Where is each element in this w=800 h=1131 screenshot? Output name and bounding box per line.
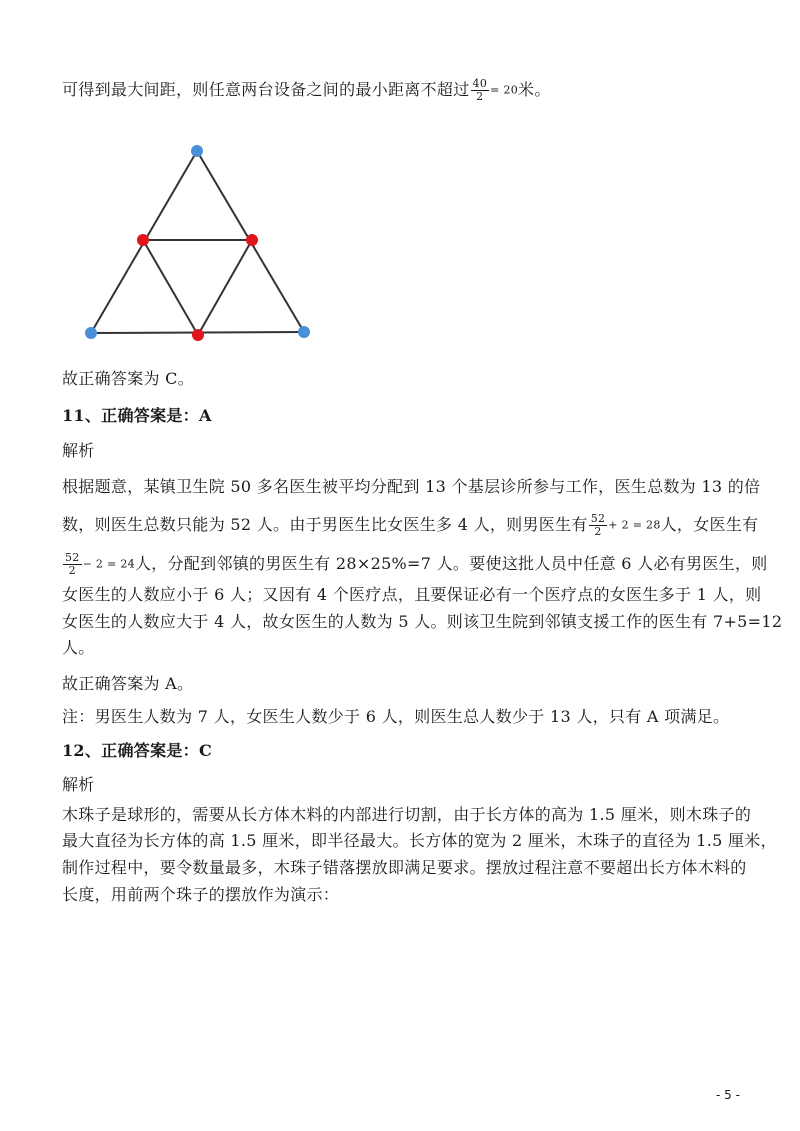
q11-line-3: $\frac{52}{2}$ − 2 = 24人，分配到邻镇的男医生有 28×25%=7 人。要使这批人员中任意 6 人必有男医生，则 [65,551,768,577]
vertex-bottom-right-dot [298,326,310,338]
q11-line-4: 女医生的人数应小于 6 人；又因有 4 个医疗点，且要保证必有一个医疗点的女医生多于 1 人，则 [62,585,762,604]
equals-20: = 20 [490,83,519,97]
q11-heading: 11、正确答案是：A [62,406,212,425]
q11-line-2: 数，则医生总数只能为 52 人。由于男医生比女医生多 4 人，则男医生有 $\frac{52}{2}$ + 2 = 28人，女医生有 [62,512,759,538]
q11-line-1: 根据题意，某镇卫生院 50 多名医生被平均分配到 13 个基层诊所参与工作，医生总数为 13 的倍 [62,477,761,496]
midpoint-bottom-dot [192,329,204,341]
q12-analysis-label: 解析 [62,775,95,794]
q11-line-5: 女医生的人数应大于 4 人，故女医生的人数为 5 人。则该卫生院到邻镇支援工作的医生有 7+5=12 [62,612,783,631]
intro-unit: 米。 [518,80,551,99]
mid-edge-left [143,240,198,335]
midpoint-right-dot [246,234,258,246]
fraction-40-over-2: $\frac{40}{2}$ [472,77,488,103]
triangle-diagram [80,140,320,350]
fraction-52-over-2: $\frac{52}{2}$ [590,512,606,538]
q12-line-2: 最大直径为长方体的高 1.5 厘米，即半径最大。长方体的宽为 2 厘米，木珠子的直径为 1.5 厘米， [62,831,777,850]
page-number: - 5 - [716,1088,740,1102]
vertex-bottom-left-dot [85,327,97,339]
q12-line-4: 长度，用前两个珠子的摆放作为演示： [62,885,340,904]
midpoint-left-dot [137,234,149,246]
q11-analysis-label: 解析 [62,441,95,460]
vertex-top-dot [191,145,203,157]
intro-text: 可得到最大间距，则任意两台设备之间的最小距离不超过 [62,80,470,99]
q10-conclusion: 故正确答案为 C。 [62,369,195,388]
intro-line [62,78,551,103]
q11-note: 注：男医生人数为 7 人，女医生人数少于 6 人，则医生总人数少于 13 人，只有 A 项满足。 [62,707,730,726]
q12-line-1: 木珠子是球形的，需要从长方体木料的内部进行切割，由于长方体的高为 1.5 厘米，则木珠子的 [62,805,752,824]
triangle-lines [91,151,304,335]
q12-heading: 12、正确答案是：C [62,741,213,760]
mid-edge-right [198,240,252,335]
q11-line-6: 人。 [62,638,95,657]
fraction-52-over-2-b: $\frac{52}{2}$ [65,551,80,577]
q12-line-3: 制作过程中，要令数量最多，木珠子错落摆放即满足要求。摆放过程注意不要超出长方体木料的 [62,858,747,877]
q11-conclusion: 故正确答案为 A。 [62,674,194,693]
